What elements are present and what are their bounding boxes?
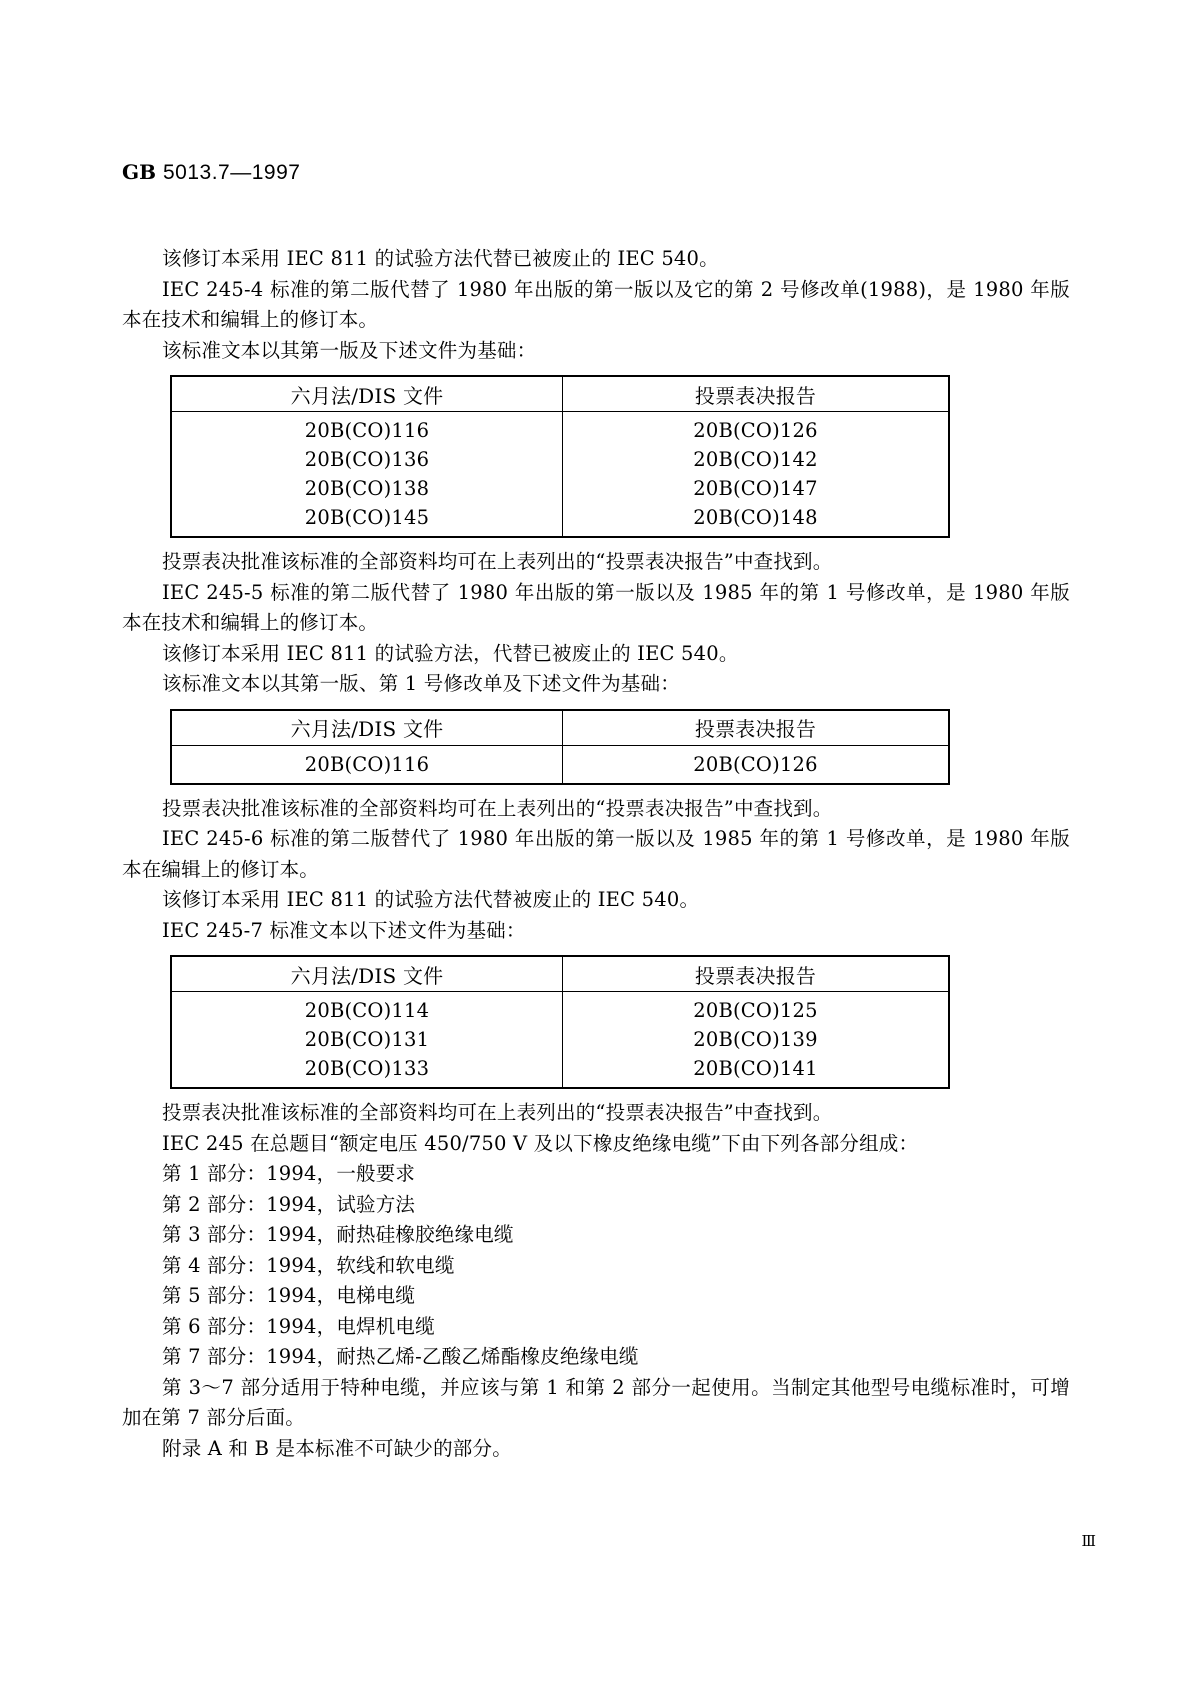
cell-dis-document: 20B(CO)138 xyxy=(171,474,563,503)
standard-number: 5013.7—1997 xyxy=(162,161,301,184)
paragraph-13: IEC 245 在总题目“额定电压 450/750 V 及以下橡皮绝缘电缆”下由下列各部分组成： xyxy=(162,1131,919,1155)
part-list-item-4: 第 4 部分：1994，软线和软电缆 xyxy=(162,1253,455,1277)
page-number: Ⅲ xyxy=(1081,1532,1097,1550)
cell-voting-report: 20B(CO)139 xyxy=(693,1028,818,1051)
paragraph-1: 该修订本采用 IEC 811 的试验方法代替已被废止的 IEC 540。 xyxy=(162,247,719,270)
table-row xyxy=(171,445,949,474)
column-header-dis-document: 六月法/DIS 文件 xyxy=(171,376,563,412)
cell-voting-report: 20B(CO)126 xyxy=(693,419,818,442)
cell-dis-document: 20B(CO)131 xyxy=(171,1025,563,1054)
table-header-row xyxy=(171,376,949,412)
column-header-voting-report: 投票表决报告 xyxy=(563,710,950,746)
table-row xyxy=(171,1054,949,1088)
column-header-dis-document: 六月法/DIS 文件 xyxy=(171,956,563,992)
table-row xyxy=(171,1025,949,1054)
paragraph-15: 附录 A 和 B 是本标准不可缺少的部分。 xyxy=(162,1436,512,1460)
table-row xyxy=(171,503,949,537)
running-header xyxy=(122,160,300,185)
basis-documents-table-1 xyxy=(170,375,950,538)
cell-dis-document: 20B(CO)116 xyxy=(171,745,563,784)
paragraph-5: IEC 245-5 标准的第二版代替了 1980 年出版的第一版以及 1985 年的第 1 号修改单，是 1980 年版本在技术和编辑上的修订本。 xyxy=(122,580,1070,634)
table-row xyxy=(171,412,949,446)
paragraph-3: 该标准文本以其第一版及下述文件为基础： xyxy=(162,338,537,362)
cell-voting-report: 20B(CO)148 xyxy=(693,506,818,529)
paragraph-7: 该标准文本以其第一版、第 1 号修改单及下述文件为基础： xyxy=(162,672,680,695)
column-header-voting-report: 投票表决报告 xyxy=(563,376,950,412)
table-row xyxy=(171,992,949,1026)
cell-dis-document: 20B(CO)116 xyxy=(171,412,563,446)
cell-voting-report: 20B(CO)147 xyxy=(693,477,818,500)
paragraph-6: 该修订本采用 IEC 811 的试验方法，代替已被废止的 IEC 540。 xyxy=(162,641,739,665)
cell-dis-document: 20B(CO)136 xyxy=(171,445,563,474)
table-row xyxy=(171,474,949,503)
part-list-item-5: 第 5 部分：1994，电梯电缆 xyxy=(162,1284,416,1307)
cell-dis-document: 20B(CO)133 xyxy=(171,1054,563,1088)
table-row xyxy=(171,745,949,784)
cell-dis-document: 20B(CO)114 xyxy=(171,992,563,1026)
table-header-row xyxy=(171,710,949,746)
paragraph-12: 投票表决批准该标准的全部资料均可在上表列出的“投票表决报告”中查找到。 xyxy=(162,1101,833,1124)
paragraph-4: 投票表决批准该标准的全部资料均可在上表列出的“投票表决报告”中查找到。 xyxy=(162,550,833,573)
document-body xyxy=(122,244,1070,1464)
standard-prefix: GB xyxy=(122,160,156,184)
paragraph-2: IEC 245-4 标准的第二版代替了 1980 年出版的第一版以及它的第 2 号修改单(1988)，是 1980 年版本在技术和编辑上的修订本。 xyxy=(122,277,1070,331)
basis-documents-table-3 xyxy=(170,955,950,1089)
paragraph-8: 投票表决批准该标准的全部资料均可在上表列出的“投票表决报告”中查找到。 xyxy=(162,796,833,820)
part-list-item-1: 第 1 部分：1994，一般要求 xyxy=(162,1162,416,1185)
cell-voting-report: 20B(CO)125 xyxy=(693,999,818,1022)
paragraph-14: 第 3～7 部分适用于特种电缆，并应该与第 1 和第 2 部分一起使用。当制定其他型号电缆标准时，可增加在第 7 部分后面。 xyxy=(122,1375,1070,1429)
part-list-item-6: 第 6 部分：1994，电焊机电缆 xyxy=(162,1314,435,1338)
basis-documents-table-2 xyxy=(170,709,950,785)
cell-voting-report: 20B(CO)126 xyxy=(693,752,818,776)
cell-voting-report: 20B(CO)142 xyxy=(693,448,818,471)
column-header-dis-document: 六月法/DIS 文件 xyxy=(171,710,563,746)
cell-dis-document: 20B(CO)145 xyxy=(171,503,563,537)
part-list-item-2: 第 2 部分：1994，试验方法 xyxy=(162,1192,416,1216)
part-list-item-3: 第 3 部分：1994，耐热硅橡胶绝缘电缆 xyxy=(162,1223,514,1246)
column-header-voting-report: 投票表决报告 xyxy=(563,956,950,992)
cell-voting-report: 20B(CO)141 xyxy=(693,1057,818,1080)
table-header-row xyxy=(171,956,949,992)
paragraph-11: IEC 245-7 标准文本以下述文件为基础： xyxy=(162,918,526,942)
part-list-item-7: 第 7 部分：1994，耐热乙烯-乙酸乙烯酯橡皮绝缘电缆 xyxy=(162,1345,639,1368)
paragraph-10: 该修订本采用 IEC 811 的试验方法代替被废止的 IEC 540。 xyxy=(162,888,700,911)
paragraph-9: IEC 245-6 标准的第二版替代了 1980 年出版的第一版以及 1985 年的第 1 号修改单，是 1980 年版本在编辑上的修订本。 xyxy=(122,827,1070,881)
